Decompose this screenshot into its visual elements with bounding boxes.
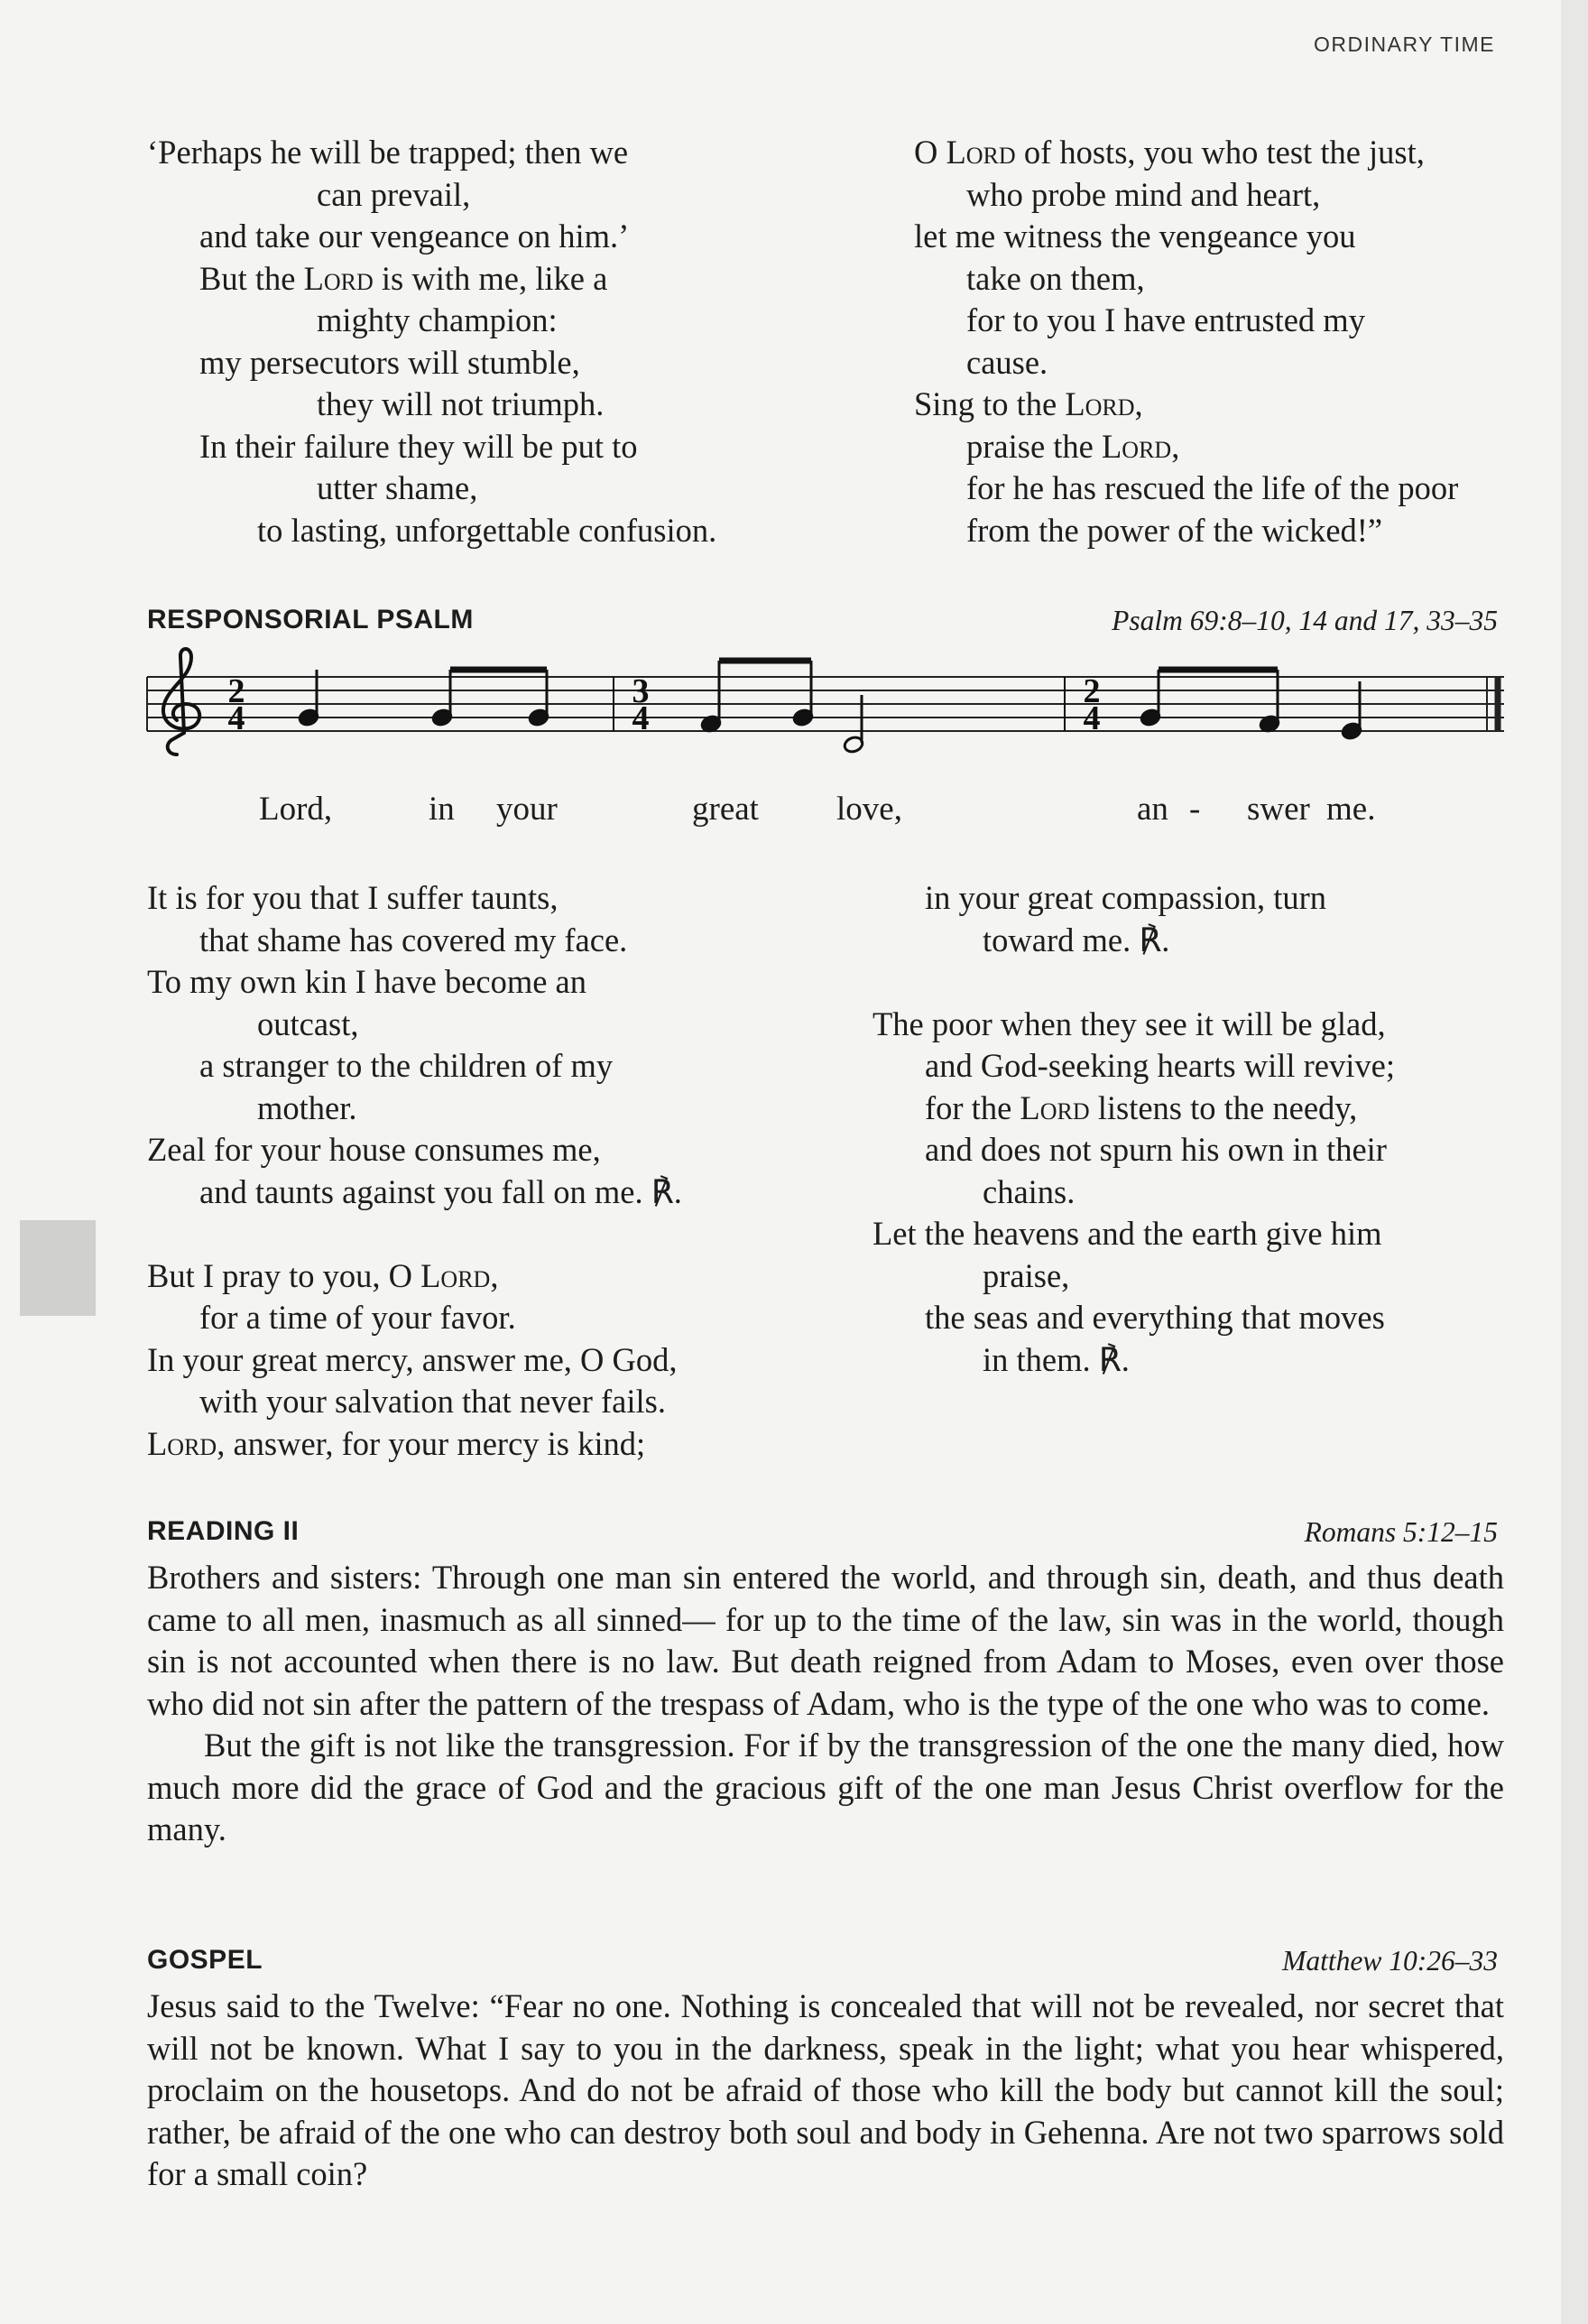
verse-line: for he has rescued the life of the poor	[966, 469, 1459, 506]
stanza-line: outcast,	[257, 1005, 359, 1042]
section-heading-reading2: READING II	[147, 1516, 300, 1546]
note-eighth-f	[1259, 670, 1280, 733]
lyric-syllable: in	[429, 791, 455, 828]
stanza-line: the seas and everything that moves	[925, 1299, 1385, 1336]
verse-line: they will not triumph.	[317, 385, 605, 422]
lyric-syllable: swer	[1247, 791, 1310, 828]
response-symbol: ℟.	[1139, 921, 1170, 958]
time-sig-top-3: 2	[1083, 672, 1101, 710]
stanza-line: In your great mercy, answer me, O God,	[147, 1340, 678, 1378]
psalm-stanzas-right	[872, 877, 1395, 1381]
gospel-header	[147, 1945, 1498, 1986]
stanza-line: in them. ℟.	[983, 1340, 1130, 1378]
reading2-text	[147, 1557, 1504, 1851]
lyric-syllable: great	[692, 791, 759, 828]
verse-line: take on them,	[966, 259, 1145, 297]
note-eighth-g	[792, 661, 814, 727]
verse-line: utter shame,	[317, 469, 478, 506]
verse-line: from the power of the wicked!”	[966, 511, 1383, 549]
verse-line: and take our vengeance on him.’	[199, 218, 630, 255]
verse-line: O Lord of hosts, you who test the just,	[914, 134, 1425, 171]
verse-line: who probe mind and heart,	[966, 175, 1321, 213]
time-sig-bottom-1: 4	[227, 699, 245, 737]
lyric-syllable: -	[1189, 791, 1201, 828]
time-sig-bottom-3: 4	[1083, 699, 1101, 737]
verse-line: cause.	[966, 343, 1048, 381]
thumb-index-tab	[20, 1220, 96, 1316]
stanza-line: a stranger to the children of my	[199, 1047, 614, 1084]
running-head: ORDINARY TIME	[1314, 32, 1495, 56]
note-quarter-g	[298, 670, 319, 727]
note-eighth-f	[700, 661, 722, 733]
note-eighth-g	[431, 670, 453, 727]
stanza-line: mother.	[257, 1088, 357, 1126]
lyric-syllable: love,	[836, 791, 902, 828]
stanza-line: toward me. ℟.	[983, 921, 1170, 958]
stanza-line: Lord, answer, for your mercy is kind;	[147, 1424, 646, 1462]
note-eighth-g	[528, 670, 549, 727]
stanza-line: for a time of your favor.	[199, 1299, 516, 1336]
staff-lines	[147, 677, 1504, 731]
stanza-line: that shame has covered my face.	[199, 921, 628, 958]
psalm-stanzas-left	[147, 877, 682, 1465]
paragraph: Jesus said to the Twelve: “Fear no one. Nothing is concealed that will not be revealed, nor secret that will not be known. What I say to you in the darkness, speak in the light; what you hear whispered, proclaim on the housetops. And do not be afraid of those who kill the body but cannot kill the soul; rather, be afraid of the one who can destroy both soul and body in Gehenna. Are not two sparrows sold for a small coin?	[147, 1987, 1504, 2192]
lord-word: Lord	[303, 259, 374, 297]
stanza-line: and taunts against you fall on me. ℟.	[199, 1172, 682, 1210]
response-symbol: ℟.	[1098, 1340, 1130, 1378]
verse-line: for to you I have entrusted my	[966, 301, 1365, 338]
verse-line: to lasting, unforgettable confusion.	[257, 511, 717, 549]
time-sig-top-1: 2	[227, 672, 245, 710]
verse-line: In their failure they will be put to	[199, 427, 638, 465]
stanza-line: in your great compassion, turn	[925, 879, 1327, 916]
verse-line: my persecutors will stumble,	[199, 343, 580, 381]
stanza-line: with your salvation that never fails.	[199, 1383, 666, 1420]
stanza-line: It is for you that I suffer taunts,	[147, 879, 559, 916]
stanza-line: and does not spurn his own in their	[925, 1131, 1387, 1168]
treble-clef-icon	[163, 649, 199, 755]
gospel-citation: Matthew 10:26–33	[1282, 1945, 1498, 1977]
reading2-header	[147, 1516, 1498, 1558]
stanza-line: To my own kin I have become an	[147, 963, 587, 1000]
stanza-line: praise,	[983, 1256, 1070, 1294]
verse-line: let me witness the vengeance you	[914, 218, 1356, 255]
time-sig-top-2: 3	[632, 672, 650, 710]
stanza-line: for the Lord listens to the needy,	[925, 1088, 1358, 1126]
verse-line: praise the Lord,	[966, 427, 1180, 465]
verse-line: But the Lord is with me, like a	[199, 259, 608, 297]
lord-word: Lord,	[147, 1424, 226, 1462]
lyric-syllable: me.	[1326, 791, 1376, 828]
paragraph: But the gift is not like the transgression. For if by the transgression of the one the many died, how much more did the grace of God and the gracious gift of the one man Jesus Christ overflow for the many.	[147, 1727, 1504, 1847]
stanza-line: But I pray to you, O Lord,	[147, 1256, 499, 1294]
gospel-text	[147, 1986, 1504, 2196]
note-eighth-g	[1140, 670, 1161, 727]
section-heading-psalm: RESPONSORIAL PSALM	[147, 605, 474, 634]
lord-word: Lord,	[1065, 385, 1143, 422]
stanza-line: chains.	[983, 1172, 1076, 1210]
lord-word: Lord,	[420, 1256, 499, 1294]
lyric-syllable: an	[1137, 791, 1168, 828]
section-heading-gospel: GOSPEL	[147, 1945, 263, 1975]
lyric-syllable: Lord,	[259, 791, 333, 828]
lord-word: Lord	[1020, 1088, 1090, 1126]
stanza-line: The poor when they see it will be glad,	[872, 1005, 1386, 1042]
paragraph: Brothers and sisters: Through one man sin entered the world, and through sin, death, and thus death came to all men, inasmuch as all sinned— for up to the time of the law, sin was in the world, though sin is not accounted when there is no law. But death reigned from Adam to Moses, even over those who did not sin after the pattern of the trespass of Adam, who is the type of the one who was to come.	[147, 1559, 1504, 1722]
response-symbol: ℟.	[651, 1172, 682, 1210]
verse-line: ‘Perhaps he will be trapped; then we	[147, 134, 629, 171]
psalm-citation: Psalm 69:8–10, 14 and 17, 33–35	[1112, 605, 1498, 636]
verse-line: Sing to the Lord,	[914, 385, 1143, 422]
time-sig-bottom-2: 4	[632, 699, 650, 737]
stanza-line: Zeal for your house consumes me,	[147, 1131, 601, 1168]
reading2-citation: Romans 5:12–15	[1304, 1516, 1498, 1548]
verse-line: mighty champion:	[317, 301, 558, 338]
lyric-syllable: your	[496, 791, 558, 828]
psalm-refrain-music	[0, 0, 1588, 848]
stanza-line: Let the heavens and the earth give him	[872, 1215, 1382, 1252]
verse-line: can prevail,	[317, 175, 471, 213]
lord-word: Lord,	[1102, 427, 1180, 465]
lord-word: Lord	[946, 134, 1016, 171]
stanza-line: and God-seeking hearts will revive;	[925, 1047, 1395, 1084]
